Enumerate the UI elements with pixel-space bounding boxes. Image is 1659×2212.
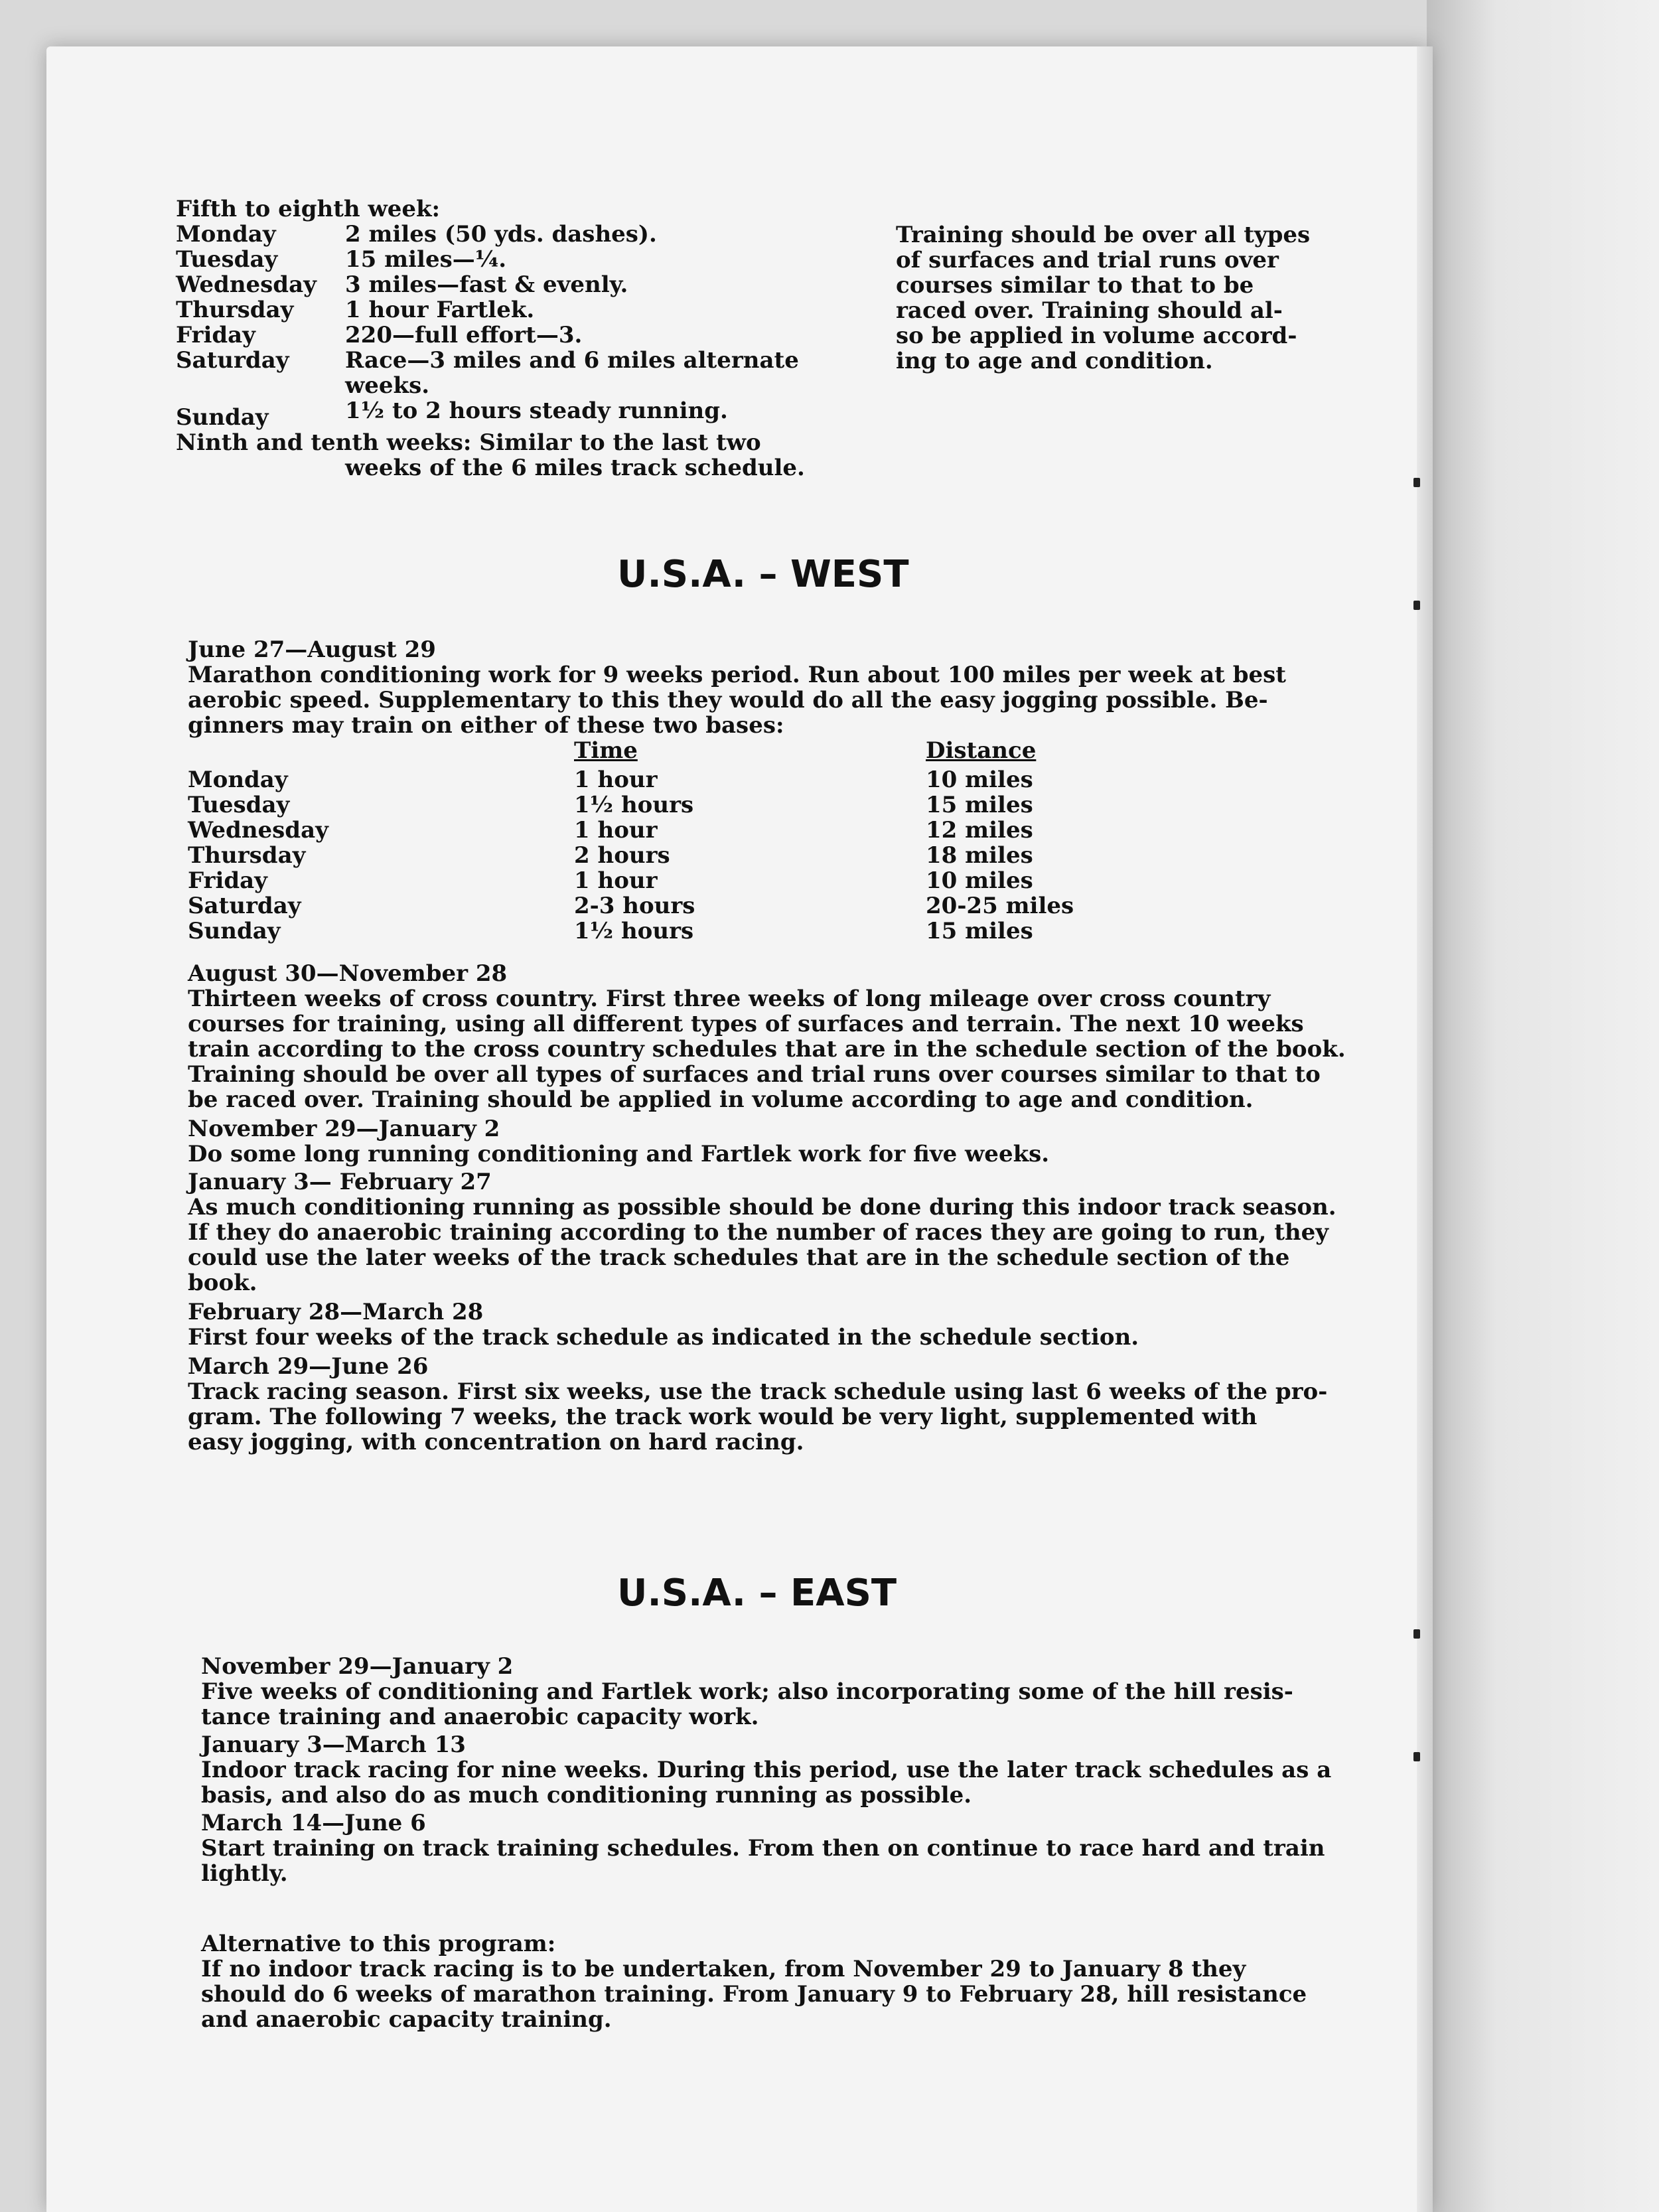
table-row xyxy=(188,919,1117,944)
period-title: March 29—June 26 xyxy=(188,1353,429,1380)
paragraph-line: Five weeks of conditioning and Fartlek work; also incorporating some of the hill resis- xyxy=(201,1678,1293,1705)
day-cell: Sunday xyxy=(188,918,281,944)
side-note-line: of surfaces and trial runs over xyxy=(896,247,1279,273)
distance-cell: 10 miles xyxy=(926,767,1033,793)
paragraph-line: Indoor track racing for nine weeks. During this period, use the later track schedules as a xyxy=(201,1757,1332,1783)
time-cell: 1½ hours xyxy=(574,918,694,944)
paragraph-line: As much conditioning running as possible should be done during this indoor track season. xyxy=(188,1194,1336,1220)
time-cell: 2 hours xyxy=(574,842,670,869)
time-cell: 1 hour xyxy=(574,817,658,844)
workout-text: 3 miles—fast & evenly. xyxy=(345,271,628,298)
paragraph-line: train according to the cross country schedules that are in the schedule section of the book. xyxy=(188,1036,1346,1063)
column-header-time: Time xyxy=(574,737,638,764)
paragraph-line: lightly. xyxy=(201,1860,288,1887)
paragraph-line: aerobic speed. Supplementary to this they would do all the easy jogging possible. Be- xyxy=(188,687,1268,713)
schedule-row xyxy=(176,272,707,297)
period-title: November 29—January 2 xyxy=(188,1116,500,1142)
paragraph-line: tance training and anaerobic capacity work. xyxy=(201,1704,759,1730)
staple xyxy=(1413,1629,1420,1639)
paragraph-line: If they do anaerobic training according to the number of races they are going to run, they xyxy=(188,1219,1329,1246)
paragraph-line: If no indoor track racing is to be undertaken, from November 29 to January 8 they xyxy=(201,1956,1246,1982)
paragraph-line: Thirteen weeks of cross country. First three weeks of long mileage over cross country xyxy=(188,986,1271,1012)
day-cell: Monday xyxy=(188,767,288,793)
paragraph-line: Track racing season. First six weeks, use the track schedule using last 6 weeks of the pro- xyxy=(188,1378,1328,1405)
section-heading-east: U.S.A. – EAST xyxy=(617,1572,897,1615)
top-schedule xyxy=(176,221,799,381)
table-row xyxy=(188,767,1117,792)
page-spine xyxy=(1417,46,1433,2212)
day-cell: Wednesday xyxy=(188,817,328,844)
table-row xyxy=(188,843,1117,868)
paragraph-line: gram. The following 7 weeks, the track work would be very light, supplemented with xyxy=(188,1404,1258,1430)
background-surface xyxy=(1427,0,1659,2212)
table-row xyxy=(188,893,1117,919)
workout-text: 1½ to 2 hours steady running. xyxy=(345,398,728,424)
day-label: Sunday xyxy=(176,404,269,431)
day-label: Tuesday xyxy=(176,246,278,273)
paragraph-line: First four weeks of the track schedule as indicated in the schedule section. xyxy=(188,1324,1139,1351)
time-cell: 2-3 hours xyxy=(574,893,695,919)
training-table xyxy=(188,738,1117,964)
column-header-distance: Distance xyxy=(926,737,1037,764)
time-cell: 1 hour xyxy=(574,767,658,793)
paragraph-line: Training should be over all types of surfaces and trial runs over courses similar to that to xyxy=(188,1061,1321,1088)
schedule-row xyxy=(176,347,799,374)
period-title: November 29—January 2 xyxy=(201,1653,514,1680)
distance-cell: 15 miles xyxy=(926,918,1033,944)
workout-text: 15 miles—¼. xyxy=(345,246,507,273)
day-cell: Thursday xyxy=(188,842,306,869)
paragraph-line: Start training on track training schedules. From then on continue to race hard and train xyxy=(201,1835,1325,1862)
paragraph-line: could use the later weeks of the track schedules that are in the schedule section of the xyxy=(188,1244,1290,1271)
schedule-row xyxy=(176,323,707,348)
distance-cell: 20-25 miles xyxy=(926,893,1074,919)
schedule-row xyxy=(176,247,707,272)
paragraph-line: book. xyxy=(188,1270,257,1296)
side-note-line: so be applied in volume accord- xyxy=(896,323,1297,349)
schedule-row xyxy=(176,222,707,247)
paragraph-line: and anaerobic capacity training. xyxy=(201,2006,612,2033)
period-title: January 3—March 13 xyxy=(201,1732,466,1758)
schedule-row xyxy=(176,297,707,323)
day-cell: Saturday xyxy=(188,893,301,919)
period-title: June 27—August 29 xyxy=(188,636,436,663)
distance-cell: 15 miles xyxy=(926,792,1033,818)
paragraph-line: easy jogging, with concentration on hard racing. xyxy=(188,1429,804,1455)
period-title: January 3— February 27 xyxy=(188,1169,492,1195)
paragraph-line: basis, and also do as much conditioning running as possible. xyxy=(201,1782,972,1808)
distance-cell: 12 miles xyxy=(926,817,1033,844)
day-cell: Friday xyxy=(188,867,267,894)
paragraph-line: Do some long running conditioning and Fartlek work for five weeks. xyxy=(188,1141,1050,1167)
staple xyxy=(1413,478,1420,487)
schedule-title: Fifth to eighth week: xyxy=(176,196,441,222)
ninth-tenth-weeks: Ninth and tenth weeks: Similar to the last two xyxy=(176,429,761,456)
paragraph-line: should do 6 weeks of marathon training. From January 9 to February 28, hill resistance xyxy=(201,1981,1307,2008)
paragraph-line: Marathon conditioning work for 9 weeks period. Run about 100 miles per week at best xyxy=(188,662,1286,688)
day-label: Wednesday xyxy=(176,271,317,298)
day-label: Thursday xyxy=(176,297,294,323)
workout-text: 220—full effort—3. xyxy=(345,322,583,348)
side-note-line: raced over. Training should al- xyxy=(896,297,1283,324)
day-label: Friday xyxy=(176,322,255,348)
day-cell: Tuesday xyxy=(188,792,290,818)
distance-cell: 10 miles xyxy=(926,867,1033,894)
period-title: February 28—March 28 xyxy=(188,1299,484,1325)
table-row xyxy=(188,868,1117,893)
workout-text: Race—3 miles and 6 miles alternate xyxy=(345,347,799,374)
workout-text: 2 miles (50 yds. dashes). xyxy=(345,221,657,248)
period-title: March 14—June 6 xyxy=(201,1810,426,1836)
day-label: Saturday xyxy=(176,347,289,374)
side-note-line: ing to age and condition. xyxy=(896,348,1213,374)
time-cell: 1½ hours xyxy=(574,792,694,818)
table-row xyxy=(188,792,1117,818)
alternative-title: Alternative to this program: xyxy=(201,1931,556,1957)
staple xyxy=(1413,1752,1420,1761)
paragraph-line: courses for training, using all different types of surfaces and terrain. The next 10 weeks xyxy=(188,1011,1304,1037)
paragraph-line: be raced over. Training should be applied in volume according to age and condition. xyxy=(188,1086,1254,1113)
day-label: Monday xyxy=(176,221,276,248)
period-title: August 30—November 28 xyxy=(188,960,508,987)
side-note-line: Training should be over all types xyxy=(896,222,1311,248)
paragraph-line: ginners may train on either of these two bases: xyxy=(188,712,784,739)
table-row xyxy=(188,818,1117,843)
distance-cell: 18 miles xyxy=(926,842,1033,869)
section-heading-west: U.S.A. – WEST xyxy=(617,553,909,596)
staple xyxy=(1413,601,1420,610)
time-cell: 1 hour xyxy=(574,867,658,894)
ninth-tenth-weeks-cont: weeks of the 6 miles track schedule. xyxy=(345,455,805,481)
workout-continuation: weeks. xyxy=(345,372,430,399)
side-note-line: courses similar to that to be xyxy=(896,272,1254,299)
workout-text: 1 hour Fartlek. xyxy=(345,297,535,323)
table-header-row xyxy=(188,738,1117,763)
